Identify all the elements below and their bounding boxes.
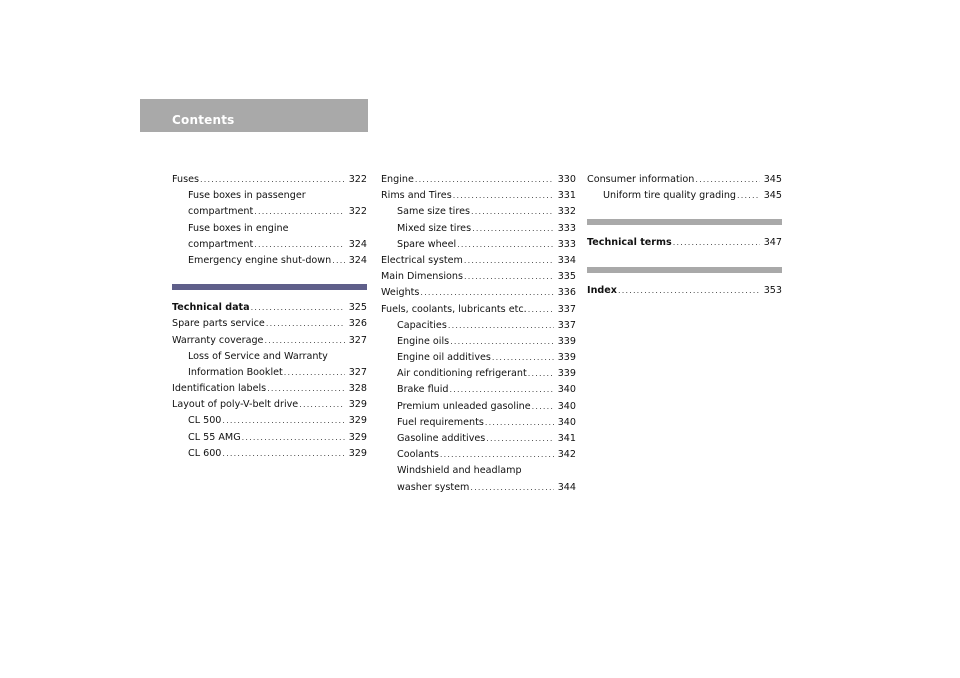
toc-entry-label: Air conditioning refrigerant: [397, 368, 527, 380]
toc-entry[interactable]: [381, 334, 576, 350]
toc-entry[interactable]: [381, 415, 576, 431]
toc-entry-label: Engine oils: [397, 335, 450, 347]
toc-section-label: Technical terms: [587, 237, 672, 249]
toc-entry-page: 324: [348, 254, 367, 266]
toc-entry-page: 345: [763, 174, 782, 185]
toc-entry-label: Uniform tire quality grading: [603, 190, 737, 202]
toc-entry[interactable]: [381, 382, 576, 398]
toc-entry[interactable]: [172, 333, 367, 349]
toc-entry-label: Spare parts service: [172, 318, 265, 330]
leader-dots: [284, 365, 345, 381]
section-divider: [587, 219, 782, 225]
toc-entry: [172, 188, 367, 204]
toc-entry-page: 331: [557, 190, 576, 202]
toc-entry[interactable]: [172, 365, 367, 381]
leader-dots: [737, 188, 760, 204]
toc-entry[interactable]: [381, 431, 576, 447]
toc-entry-label: Layout of poly-V-belt drive: [172, 399, 299, 411]
toc-entry[interactable]: [381, 237, 576, 253]
toc-entry-label: Emergency engine shut-down: [188, 254, 332, 266]
toc-section-label: Index: [587, 284, 617, 296]
leader-dots: [251, 300, 345, 316]
toc-entry-page: 322: [348, 206, 367, 218]
toc-entry-page: 330: [557, 174, 576, 185]
toc-entry: [172, 349, 367, 365]
toc-entry[interactable]: [172, 413, 367, 429]
toc-section-entry[interactable]: [587, 235, 782, 251]
toc-entry-page: 341: [557, 433, 576, 444]
toc-entry-page: 326: [348, 318, 367, 330]
leader-dots: [532, 399, 554, 415]
leader-dots: [618, 283, 760, 299]
leader-dots: [242, 430, 345, 446]
toc-entry[interactable]: [381, 253, 576, 269]
toc-entry-page: 329: [348, 447, 367, 459]
toc-entry-page: 344: [557, 481, 576, 493]
leader-dots: [254, 237, 344, 253]
toc-entry-label: Coolants: [397, 449, 439, 461]
leader-dots: [470, 480, 553, 496]
leader-dots: [440, 447, 554, 463]
toc-entry[interactable]: [381, 366, 576, 382]
toc-entry-page: 334: [557, 254, 576, 266]
toc-entry-page: 329: [348, 431, 367, 443]
toc-entry-label: Weights: [381, 287, 420, 299]
toc-entry-page: 324: [348, 238, 367, 250]
toc-entry-label: Fuse boxes in passenger: [188, 190, 306, 202]
leader-dots: [457, 237, 554, 253]
leader-dots: [486, 431, 553, 447]
page-title: Contents: [172, 113, 235, 127]
toc-entry-page: 345: [763, 190, 782, 202]
toc-entry[interactable]: [172, 446, 367, 462]
leader-dots: [492, 350, 554, 366]
toc-entry-label: Brake fluid: [397, 384, 449, 396]
leader-dots: [464, 253, 554, 269]
toc-entry[interactable]: [381, 204, 576, 220]
toc-entry-label: Engine oil additives: [397, 352, 491, 364]
toc-entry-page: 337: [557, 303, 576, 315]
toc-section-entry[interactable]: [172, 300, 367, 316]
toc-entry-label: Identification labels: [172, 383, 267, 395]
leader-dots: [264, 333, 344, 349]
toc-entry-page: 339: [557, 352, 576, 364]
toc-entry-label: Fuse boxes in engine: [188, 222, 289, 234]
leader-dots: [222, 446, 344, 462]
leader-dots: [453, 188, 554, 204]
toc-column-1: [172, 172, 367, 462]
toc-entry-label: Fuses: [172, 174, 199, 185]
toc-entry-label: Consumer information: [587, 174, 695, 185]
toc-entry-label: CL 500: [188, 415, 222, 427]
toc-entry[interactable]: [172, 430, 367, 446]
leader-dots: [266, 316, 345, 332]
toc-entry-page: 339: [557, 335, 576, 347]
toc-entry[interactable]: [381, 269, 576, 285]
toc-entry-label: Spare wheel: [397, 238, 457, 250]
toc-entry-page: 336: [557, 287, 576, 299]
header-bar: [140, 99, 368, 132]
leader-dots: [267, 381, 345, 397]
toc-entry-page: 329: [348, 399, 367, 411]
toc-entry-label: Capacities: [397, 319, 447, 331]
toc-entry-page: 328: [348, 383, 367, 395]
toc-section-entry[interactable]: [587, 283, 782, 299]
leader-dots: [464, 269, 554, 285]
leader-dots: [254, 204, 344, 220]
toc-entry[interactable]: [172, 253, 367, 269]
toc-entry-label: compartment: [188, 238, 254, 250]
toc-entry[interactable]: [381, 350, 576, 366]
toc-entry-label: Fuels, coolants, lubricants etc.: [381, 303, 527, 315]
leader-dots: [332, 253, 344, 269]
leader-dots: [299, 397, 344, 413]
leader-dots: [415, 172, 554, 188]
toc-entry-label: Main Dimensions: [381, 271, 463, 283]
toc-entry-page: 327: [348, 334, 367, 346]
leader-dots: [471, 204, 554, 220]
toc-entry[interactable]: [381, 172, 576, 188]
toc-entry[interactable]: [172, 237, 367, 253]
toc-entry[interactable]: [381, 285, 576, 301]
toc-entry-label: Warranty coverage: [172, 334, 264, 346]
leader-dots: [222, 413, 344, 429]
toc-entry-label: Loss of Service and Warranty: [188, 350, 328, 362]
toc-entry-page: 332: [557, 206, 576, 218]
toc-entry-label: Windshield and headlamp: [397, 465, 522, 477]
toc-entry[interactable]: [381, 480, 576, 496]
toc-entry[interactable]: [381, 302, 576, 318]
leader-dots: [420, 285, 553, 301]
toc-entry[interactable]: [587, 188, 782, 204]
toc-entry-page: 340: [557, 384, 576, 396]
toc-entry-page: 329: [348, 415, 367, 427]
toc-entry-page: 322: [348, 174, 367, 185]
toc-entry-page: 333: [557, 238, 576, 250]
leader-dots: [528, 302, 554, 318]
toc-entry-label: Engine: [381, 174, 414, 185]
toc-entry-label: Premium unleaded gasoline: [397, 400, 531, 412]
toc-column-2: [381, 172, 576, 496]
toc-section-page: 347: [763, 237, 782, 249]
toc-entry-page: 342: [557, 449, 576, 461]
toc-entry[interactable]: [381, 221, 576, 237]
toc-entry: [381, 463, 576, 479]
toc-entry-page: 337: [557, 319, 576, 331]
toc-section-label: Technical data: [172, 302, 250, 314]
toc-entry-label: Electrical system: [381, 254, 463, 266]
toc-section-page: 353: [763, 284, 782, 296]
leader-dots: [472, 221, 554, 237]
toc-entry[interactable]: [381, 318, 576, 334]
toc-entry-page: 333: [557, 222, 576, 234]
toc-entry-label: Information Booklet: [188, 366, 283, 378]
toc-entry-label: compartment: [188, 206, 254, 218]
leader-dots: [449, 382, 553, 398]
toc-section-page: 325: [348, 302, 367, 314]
toc-entry[interactable]: [172, 172, 367, 188]
toc-entry-label: CL 600: [188, 447, 222, 459]
leader-dots: [200, 172, 345, 188]
leader-dots: [485, 415, 554, 431]
toc-entry-label: Gasoline additives: [397, 433, 486, 444]
toc-entry[interactable]: [172, 397, 367, 413]
toc-entry: [172, 221, 367, 237]
leader-dots: [695, 172, 759, 188]
section-divider: [587, 267, 782, 273]
toc-entry-page: 327: [348, 366, 367, 378]
toc-entry-label: Fuel requirements: [397, 416, 484, 428]
toc-entry[interactable]: [587, 172, 782, 188]
toc-entry[interactable]: [381, 399, 576, 415]
toc-entry-page: 339: [557, 368, 576, 380]
toc-entry-label: Same size tires: [397, 206, 470, 218]
section-divider: [172, 284, 367, 290]
toc-entry-label: Rims and Tires: [381, 190, 452, 202]
toc-entry-label: washer system: [397, 481, 470, 493]
toc-entry[interactable]: [172, 204, 367, 220]
toc-entry-page: 335: [557, 271, 576, 283]
toc-entry[interactable]: [381, 447, 576, 463]
toc-entry-page: 340: [557, 400, 576, 412]
toc-entry[interactable]: [172, 381, 367, 397]
leader-dots: [448, 318, 554, 334]
toc-entry[interactable]: [381, 188, 576, 204]
toc-entry-page: 340: [557, 416, 576, 428]
toc-entry[interactable]: [172, 316, 367, 332]
leader-dots: [528, 366, 554, 382]
toc-entry-label: CL 55 AMG: [188, 431, 241, 443]
leader-dots: [450, 334, 554, 350]
toc-column-3: [587, 172, 782, 299]
leader-dots: [673, 235, 760, 251]
toc-entry-label: Mixed size tires: [397, 222, 472, 234]
